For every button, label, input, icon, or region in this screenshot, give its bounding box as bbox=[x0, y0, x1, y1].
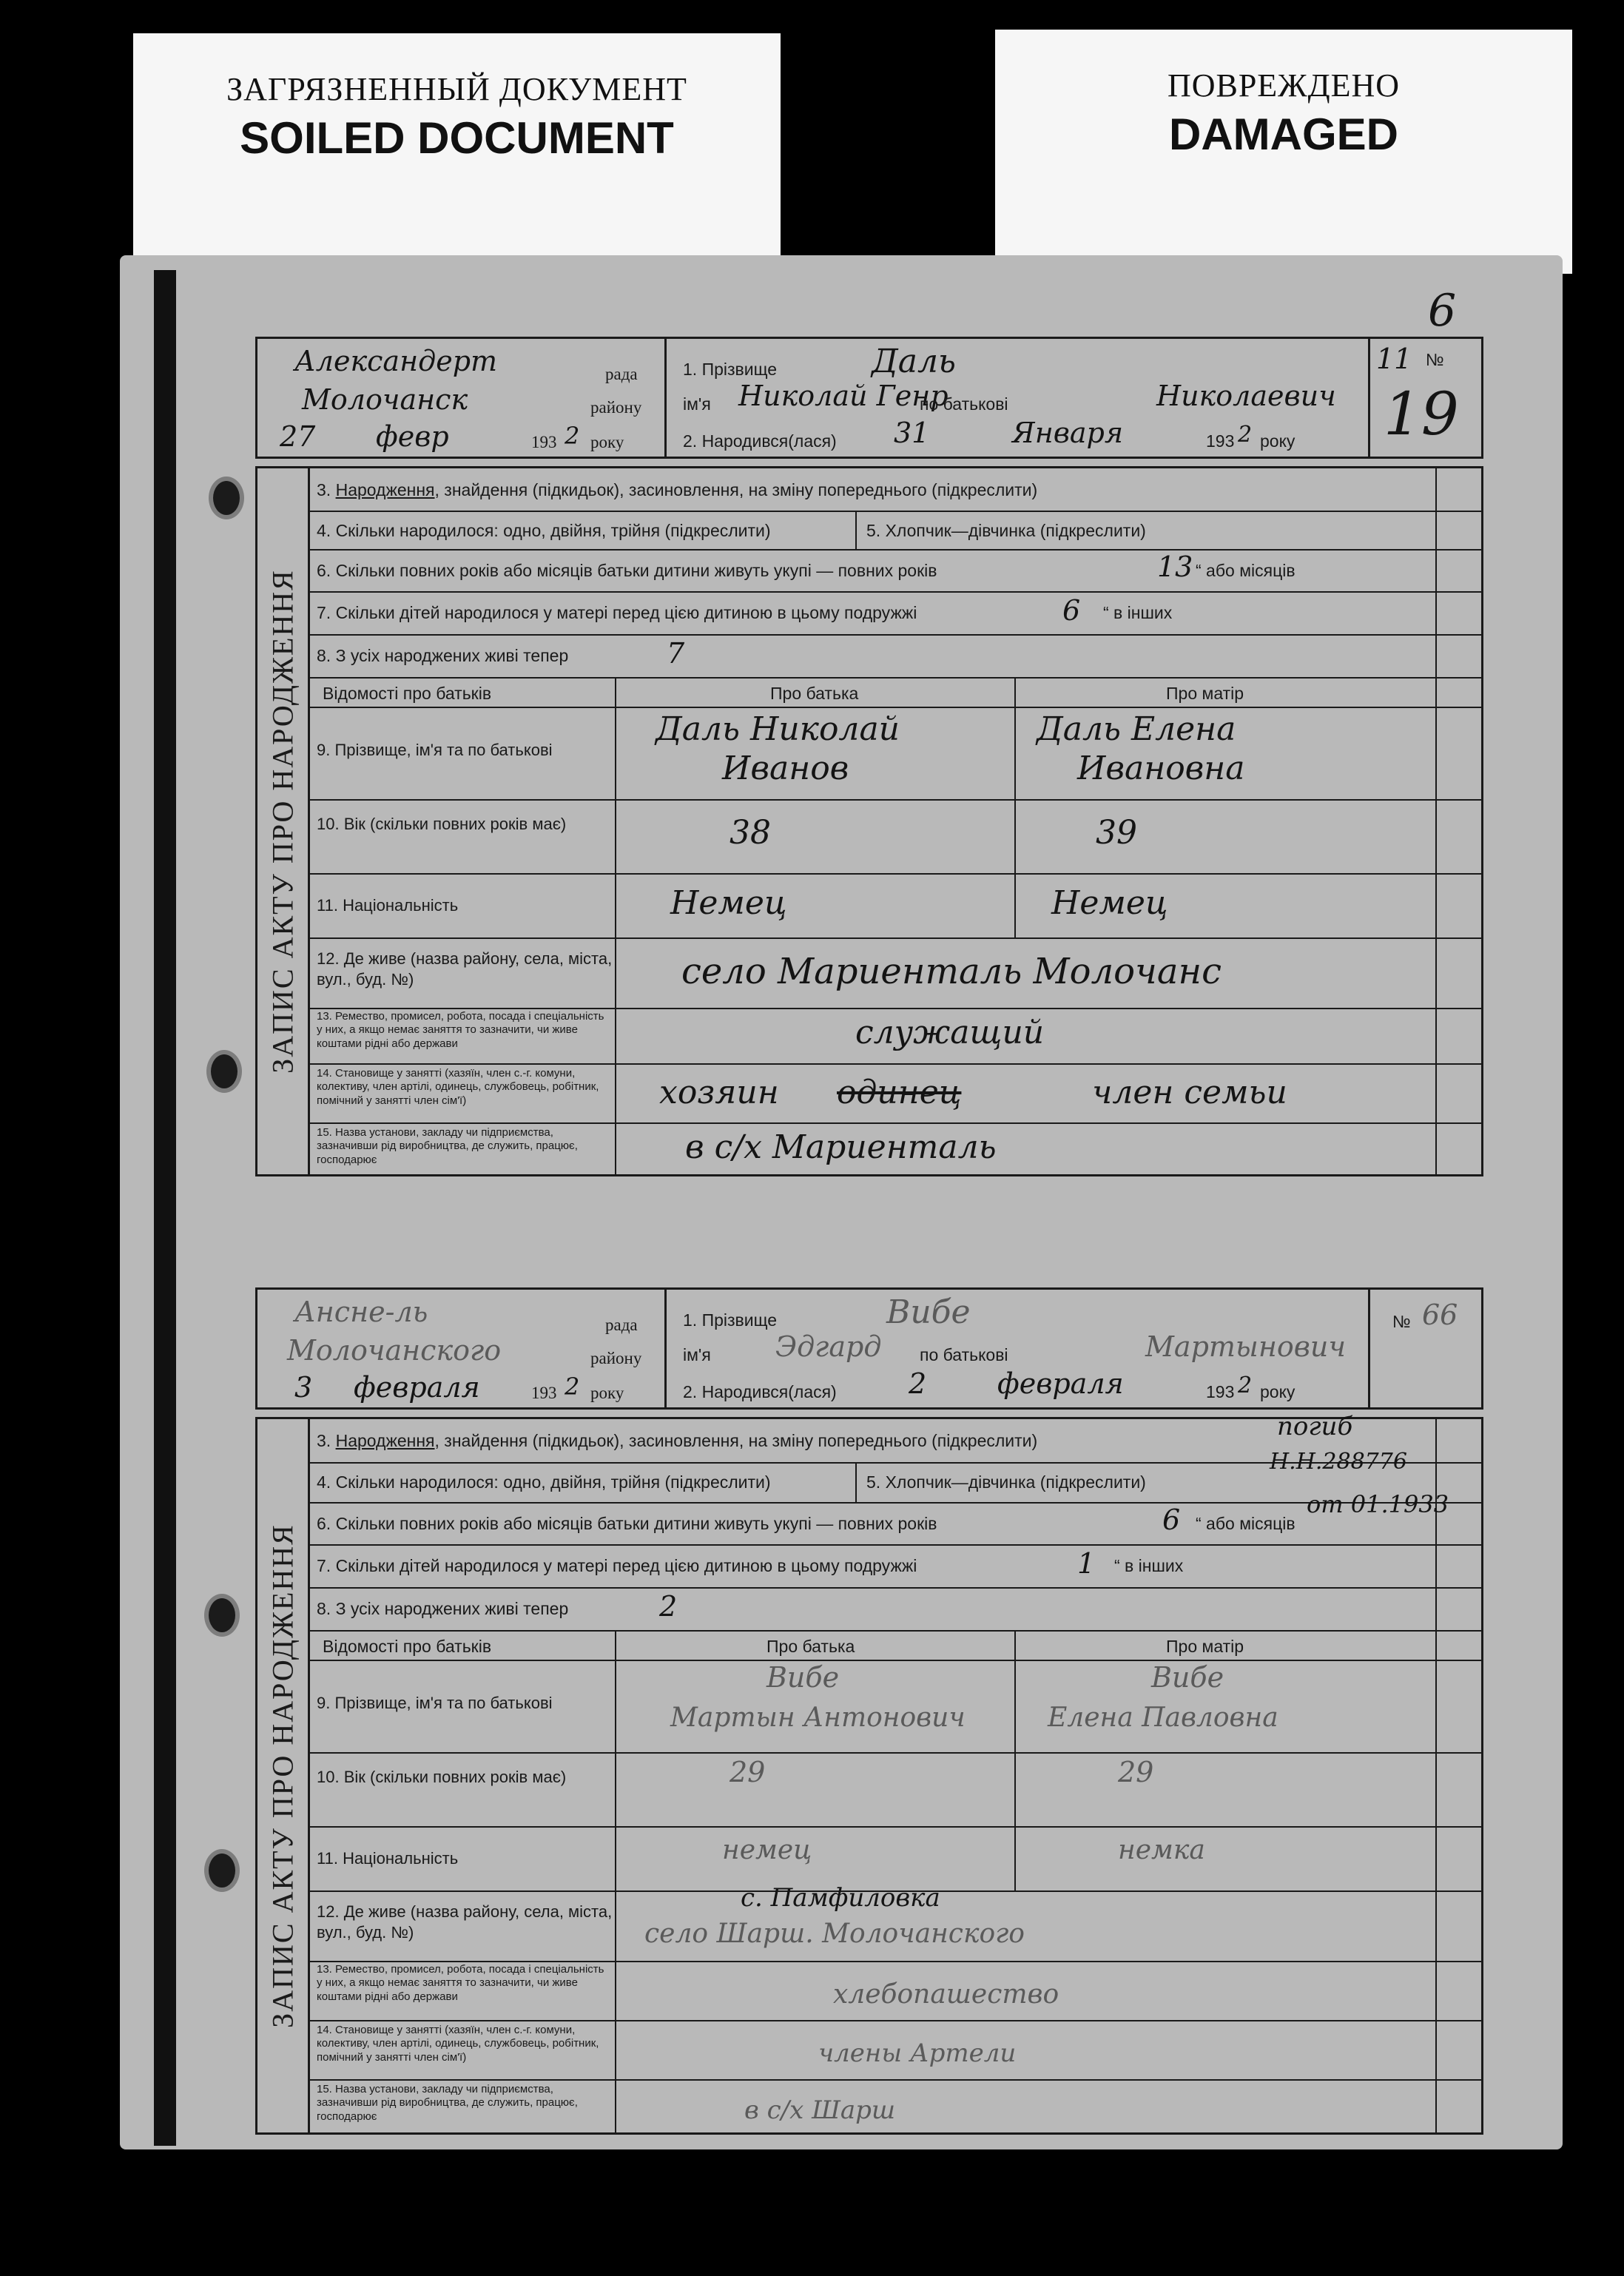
r13-label: 13. Ремество, промисел, робота, посада і спеціальність у них, а якщо немає заняття то зазначити, чи живе коштами рідні або держави bbox=[317, 1963, 604, 2003]
child-surname: Даль bbox=[872, 343, 956, 380]
children-before: 6 bbox=[1062, 594, 1081, 627]
r12-label: 12. Де живе (назва району, села, міста, вул., буд. №) bbox=[317, 1902, 613, 1942]
born-label: 2. Народився(лася) bbox=[683, 1382, 837, 1401]
row-15 bbox=[308, 1122, 1481, 1176]
position-a: хозяин bbox=[659, 1074, 779, 1111]
birth-month: Января bbox=[1012, 417, 1123, 449]
r15-label: 15. Назва установи, закладу чи підприємства, зазначивши рід виробництва, де служить, працює, господарює bbox=[317, 2083, 578, 2123]
r10-label: 10. Вік (скільки повних років має) bbox=[317, 1768, 567, 1786]
row-13 bbox=[308, 1961, 1481, 2021]
mother-nationality: Немец bbox=[1051, 884, 1168, 922]
row6-end: “ або місяців bbox=[1196, 1514, 1296, 1533]
death-record-number: Н.Н.288776 bbox=[1270, 1449, 1407, 1475]
father-header: Про батька bbox=[770, 684, 859, 703]
row-12 bbox=[308, 1883, 1481, 1962]
birth-year-suffix: 2 bbox=[1238, 1373, 1253, 1398]
side-caption: ЗАПИС АКТУ ПРО НАРОДЖЕННЯ bbox=[257, 1419, 310, 2132]
reg-day: 3 bbox=[294, 1371, 313, 1404]
year-label: року bbox=[590, 1384, 624, 1402]
reg-day: 27 bbox=[280, 420, 316, 453]
registration-block bbox=[257, 1290, 667, 1407]
r10-label: 10. Вік (скільки повних років має) bbox=[317, 815, 567, 833]
residence: село Мариенталь Молочанс bbox=[681, 951, 1222, 992]
soiled-document-label bbox=[133, 33, 781, 270]
council-label: рада bbox=[605, 365, 638, 383]
birth-record-2 bbox=[255, 1287, 1483, 2135]
record-header bbox=[255, 1287, 1483, 1410]
mother-header: Про матір bbox=[1166, 684, 1244, 703]
born-label: 2. Народився(лася) bbox=[683, 431, 837, 451]
child-patronymic: Мартынович bbox=[1145, 1330, 1347, 1363]
row6-end: “ або місяців bbox=[1196, 561, 1296, 580]
row6-text: 6. Скільки повних років або місяців батьки дитини живуть укупі — повних років bbox=[317, 1514, 937, 1533]
mother-name: Даль Елена bbox=[1037, 710, 1236, 748]
year-label: року bbox=[590, 433, 624, 451]
record-body bbox=[255, 466, 1483, 1176]
mother-full-name: Елена Павловна bbox=[1048, 1703, 1278, 1733]
mother-age: 29 bbox=[1118, 1756, 1154, 1788]
parents-header-row bbox=[308, 677, 1481, 708]
row6-text: 6. Скільки повних років або місяців батьки дитини живуть укупі — повних років bbox=[317, 561, 937, 580]
council-value: Ансне-ль bbox=[294, 1296, 428, 1328]
page-number: 6 bbox=[1428, 285, 1457, 337]
punch-hole bbox=[211, 1054, 237, 1088]
mother-nationality: немка bbox=[1118, 1835, 1205, 1865]
record-number: 66 bbox=[1422, 1299, 1458, 1331]
damaged-label bbox=[995, 30, 1572, 274]
row8-text: 8. З усіх народжених живі тепер bbox=[317, 1599, 569, 1618]
council-label: рада bbox=[605, 1316, 638, 1334]
position-b: одинец bbox=[837, 1074, 962, 1111]
years-together: 13 bbox=[1157, 551, 1193, 583]
birth-year-prefix: 193 bbox=[1206, 431, 1235, 451]
row-3: 3. Народження, знайдення (підкидьок), засиновлення, на зміну попереднього (підкреслити) bbox=[308, 468, 1481, 512]
number-sign: № bbox=[1426, 350, 1444, 369]
side-caption: ЗАПИС АКТУ ПРО НАРОДЖЕННЯ bbox=[257, 468, 310, 1174]
workplace: в с/х Мариенталь bbox=[685, 1128, 997, 1166]
row-6 bbox=[308, 1490, 1481, 1546]
soiled-label-en: SOILED DOCUMENT bbox=[240, 113, 674, 163]
district-value: Молочанского bbox=[287, 1334, 502, 1367]
r11-label: 11. Національність bbox=[317, 1849, 459, 1868]
number-block bbox=[1368, 339, 1481, 457]
name-label: ім'я bbox=[683, 394, 711, 414]
mother-patronymic: Ивановна bbox=[1077, 750, 1245, 787]
father-patronymic: Иванов bbox=[722, 750, 849, 787]
row-8 bbox=[308, 634, 1481, 679]
birth-year-suffix: 2 bbox=[1238, 422, 1253, 448]
r12-label: 12. Де живе (назва району, села, міста, вул., буд. №) bbox=[317, 949, 613, 989]
damaged-label-en: DAMAGED bbox=[1169, 110, 1398, 159]
punch-hole bbox=[209, 1598, 235, 1632]
birth-month: февраля bbox=[997, 1367, 1124, 1400]
occupation: хлебопашество bbox=[833, 1979, 1059, 2010]
birth-record-1 bbox=[255, 337, 1483, 1176]
row7-end: “ в інших bbox=[1103, 603, 1173, 622]
row7-text: 7. Скільки дітей народилося у матері перед цією дитиною в цьому подружжі bbox=[317, 1556, 917, 1575]
record-number: 11 bbox=[1376, 343, 1412, 375]
mother-header: Про матір bbox=[1166, 1637, 1244, 1656]
surname-label: 1. Прізвище bbox=[683, 1310, 778, 1330]
row-10 bbox=[308, 1752, 1481, 1828]
row7-end: “ в інших bbox=[1114, 1556, 1184, 1575]
patronymic-label: по батькові bbox=[920, 394, 1008, 414]
row-7 bbox=[308, 1544, 1481, 1589]
workplace: в с/х Шарш bbox=[744, 2095, 896, 2125]
r9-label: 9. Прізвище, ім'я та по батькові bbox=[317, 741, 553, 759]
mother-name: Вибе bbox=[1151, 1661, 1224, 1694]
binding-spine bbox=[154, 270, 176, 2146]
reg-month: февр bbox=[376, 420, 449, 453]
soiled-label-ru: ЗАГРЯЗНЕННЫЙ ДОКУМЕНТ bbox=[226, 71, 687, 107]
registration-block bbox=[257, 339, 667, 457]
reg-year-suffix: 2 bbox=[565, 1373, 580, 1401]
side-mark: 19 bbox=[1384, 380, 1459, 448]
row3-underlined: Народження bbox=[335, 480, 435, 499]
row-14 bbox=[308, 1063, 1481, 1124]
row5-text: 5. Хлопчик—дівчинка (підкреслити) bbox=[866, 1472, 1146, 1492]
council-value: Александерт bbox=[294, 345, 498, 377]
child-surname: Вибе bbox=[886, 1293, 971, 1331]
mother-age: 39 bbox=[1096, 814, 1137, 852]
r9-label: 9. Прізвище, ім'я та по батькові bbox=[317, 1694, 553, 1712]
row-3: 3. Народження, знайдення (підкидьок), засиновлення, на зміну попереднього (підкреслити) погиб bbox=[308, 1419, 1481, 1464]
birth-day: 2 bbox=[909, 1367, 927, 1400]
district-label: району bbox=[590, 1349, 642, 1367]
death-date-note: от 01.1933 bbox=[1307, 1490, 1449, 1518]
parents-header-row bbox=[308, 1630, 1481, 1661]
row4-text: 4. Скільки народилося: одно, двійня, трійня (підкреслити) bbox=[317, 1472, 771, 1492]
row-7 bbox=[308, 591, 1481, 636]
row-9 bbox=[308, 707, 1481, 801]
position: члены Артели bbox=[818, 2038, 1017, 2068]
surname-label: 1. Прізвище bbox=[683, 360, 778, 379]
damaged-label-ru: ПОВРЕЖДЕНО bbox=[1167, 67, 1401, 104]
punch-hole bbox=[209, 1854, 235, 1888]
row-15 bbox=[308, 2079, 1481, 2135]
father-age: 29 bbox=[730, 1756, 766, 1788]
reg-year-suffix: 2 bbox=[565, 422, 580, 450]
number-block bbox=[1368, 1290, 1481, 1407]
row-8 bbox=[308, 1587, 1481, 1632]
r14-label: 14. Становище у занятті (хазяїн, член с.-г. комуни, колективу, член артілі, одинець, службовець, робітник, помічний у занятті член сім'ї) bbox=[317, 2024, 599, 2064]
father-full-name: Мартын Антонович bbox=[670, 1703, 966, 1733]
row-6 bbox=[308, 549, 1481, 593]
father-name: Вибе bbox=[766, 1661, 840, 1694]
r14-label: 14. Становище у занятті (хазяїн, член с.-г. комуни, колективу, член артілі, одинець, службовець, робітник, помічний у занятті член сім'ї) bbox=[317, 1067, 599, 1107]
number-sign: № bbox=[1392, 1312, 1411, 1331]
father-nationality: немец bbox=[722, 1835, 812, 1865]
patronymic-label: по батькові bbox=[920, 1345, 1008, 1364]
name-label: ім'я bbox=[683, 1345, 711, 1364]
birth-day: 31 bbox=[894, 417, 930, 449]
residence: село Шарш. Молочанского bbox=[644, 1919, 1025, 1949]
death-note: погиб bbox=[1277, 1412, 1353, 1441]
parents-header: Відомості про батьків bbox=[323, 1637, 492, 1656]
r15-label: 15. Назва установи, закладу чи підприємства, зазначивши рід виробництва, де служить, працює, господарює bbox=[317, 1126, 578, 1166]
r11-label: 11. Національність bbox=[317, 896, 459, 915]
row8-text: 8. З усіх народжених живі тепер bbox=[317, 646, 569, 665]
birth-year-label: року bbox=[1260, 1382, 1296, 1401]
r13-label: 13. Ремество, промисел, робота, посада і спеціальність у них, а якщо немає заняття то зазначити, чи живе коштами рідні або держави bbox=[317, 1010, 604, 1050]
parents-header: Відомості про батьків bbox=[323, 684, 492, 703]
position-c: член семьи bbox=[1092, 1074, 1287, 1111]
father-nationality: Немец bbox=[670, 884, 787, 922]
row4-text: 4. Скільки народилося: одно, двійня, трійня (підкреслити) bbox=[317, 521, 771, 540]
years-together: 6 bbox=[1162, 1504, 1181, 1536]
row3-underlined: Народження bbox=[335, 1431, 435, 1450]
record-body bbox=[255, 1412, 1483, 2135]
record-header bbox=[255, 337, 1483, 459]
row5-text: 5. Хлопчик—дівчинка (підкреслити) bbox=[866, 521, 1146, 540]
father-name: Даль Николай bbox=[656, 710, 900, 748]
district-value: Молочанск bbox=[302, 383, 468, 416]
row-11 bbox=[308, 873, 1481, 939]
occupation: служащий bbox=[855, 1014, 1045, 1051]
row-12 bbox=[308, 937, 1481, 1009]
punch-hole bbox=[213, 481, 240, 515]
children-before: 1 bbox=[1077, 1547, 1096, 1580]
father-age: 38 bbox=[730, 814, 771, 852]
children-alive: 7 bbox=[667, 637, 685, 670]
birth-year-label: року bbox=[1260, 431, 1296, 451]
child-patronymic: Николаевич bbox=[1156, 380, 1336, 412]
row7-text: 7. Скільки дітей народилося у матері перед цією дитиною в цьому подружжі bbox=[317, 603, 917, 622]
reg-year-prefix: 193 bbox=[531, 1384, 557, 1402]
child-given-name: Эдгард bbox=[775, 1330, 882, 1363]
row-4-5 bbox=[308, 1449, 1481, 1504]
birth-year-prefix: 193 bbox=[1206, 1382, 1235, 1401]
row-14 bbox=[308, 2020, 1481, 2081]
row-13 bbox=[308, 1008, 1481, 1065]
father-header: Про батька bbox=[766, 1637, 855, 1656]
child-given-name: Николай Генр bbox=[738, 380, 949, 412]
reg-year-prefix: 193 bbox=[531, 433, 557, 451]
row-11 bbox=[308, 1826, 1481, 1892]
residence-village: с. Памфиловка bbox=[741, 1883, 940, 1913]
row-9 bbox=[308, 1660, 1481, 1754]
reg-month: февраля bbox=[354, 1371, 480, 1404]
district-label: району bbox=[590, 398, 642, 417]
children-alive: 2 bbox=[659, 1590, 678, 1623]
row-10 bbox=[308, 799, 1481, 875]
row-4-5 bbox=[308, 511, 1481, 551]
